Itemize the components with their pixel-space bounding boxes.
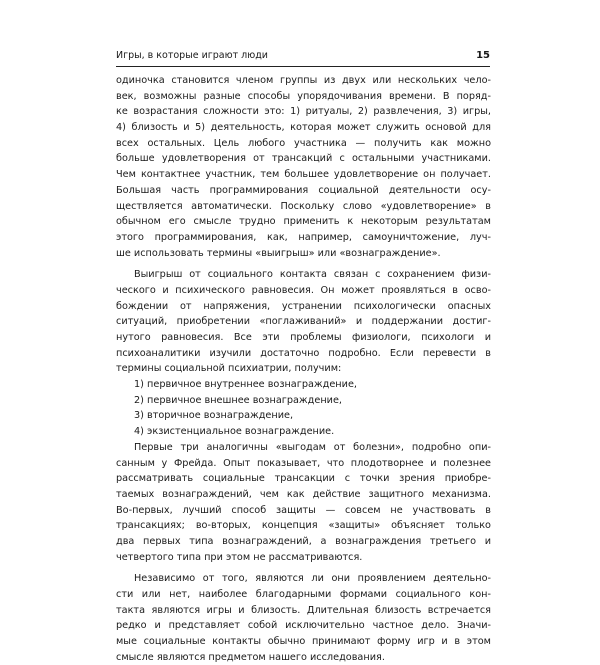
list-item: 2) первичное внешнее вознаграждение,: [134, 394, 342, 406]
text-line: больше удовлетворения от трансакций с остальными участниками.: [116, 153, 491, 165]
paragraph-2: [116, 267, 491, 377]
text-line: ществляется автоматически. Поскольку слово «удовлетворение» в: [116, 200, 491, 212]
text-line: психоаналитики изучили достаточно подробно. Если перевести в: [116, 347, 491, 359]
text-line: трансакциях; во-вторых, концепция «защиты» объясняет только: [116, 520, 491, 532]
text-line: таемых вознаграждений, чем как действие защитного механизма.: [116, 488, 491, 500]
text-line: санным у Фрейда. Опыт показывает, что плодотворнее и полезнее: [116, 457, 491, 469]
paragraph-4: [116, 571, 491, 665]
page-number: 15: [476, 50, 490, 61]
text-line: смысле являются предметом нашего исследования.: [116, 651, 385, 663]
list-item: 3) вторичное вознаграждение,: [134, 410, 294, 422]
list-item: 4) экзистенциальное вознаграждение.: [134, 426, 335, 438]
text-line: сти или нет, наиболее благодарными формами социального кон-: [116, 589, 491, 600]
text-line: Чем контактнее участник, тем большее удовлетворение он получает.: [116, 169, 491, 181]
text-line: век, возможны разные способы упорядочивания времени. В поряд-: [116, 90, 491, 102]
paragraph-1: [116, 73, 491, 261]
text-line: такта являются игры и близость. Длительная близость встречается: [116, 604, 491, 616]
book-title: Игры, в которые играют люди: [116, 50, 268, 61]
paragraph-3: [116, 440, 491, 566]
text-line: одиночка становится членом группы из двух или нескольких чело-: [116, 75, 491, 86]
text-line: мые социальные контакты обычно принимают форму игр и в этом: [116, 636, 491, 648]
list-item: 1) первичное внутреннее вознаграждение,: [134, 379, 357, 391]
text-line: этого программирования, как, например, самоуничтожение, луч-: [116, 231, 491, 243]
body-text: [116, 73, 491, 665]
text-line: ситуаций, приобретении «поглаживаний» и поддержании достиг-: [116, 316, 491, 328]
text-line: Во-первых, лучший способ защиты — совсем не участвовать в: [116, 504, 491, 516]
text-line: Независимо от того, являются ли они проявлением деятельно-: [134, 573, 491, 585]
text-line: рассматривать социальные трансакции с точки зрения приобре-: [116, 473, 491, 485]
text-line: бождении от напряжения, устранении психологически опасных: [116, 300, 491, 312]
text-line: обычном его смысле трудно применить к некоторым результатам: [116, 216, 491, 228]
text-line: нутого равновесия. Все эти проблемы физиологи, психологи и: [116, 332, 491, 343]
text-line: всех остальных. Цель любого участника — получить как можно: [116, 137, 491, 149]
text-line: Большая часть программирования социальной деятельности осу-: [116, 184, 491, 196]
reward-list: [116, 377, 491, 440]
text-line: термины социальной психиатрии, получим:: [116, 363, 342, 375]
text-line: четвертого типа при этом не рассматриваются.: [116, 551, 363, 563]
text-line: два первых типа вознаграждений, а вознаграждения третьего и: [116, 535, 491, 547]
text-line: ке возрастания сложности это: 1) ритуалы, 2) развлечения, 3) игры,: [116, 106, 491, 118]
text-line: 4) близость и 5) деятельность, которая может служить основой для: [116, 122, 491, 134]
header-rule: [116, 66, 490, 67]
text-line: Выигрыш от социального контакта связан с сохранением физи-: [134, 269, 491, 281]
text-line: Первые три аналогичны «выгодам от болезни», подробно опи-: [134, 441, 491, 453]
text-line: ческого и психического равновесия. Он может проявляться в осво-: [116, 284, 491, 296]
running-head: [116, 48, 490, 64]
text-line: редко и представляет собой исключительно частное дело. Значи-: [116, 620, 491, 632]
text-line: ше использовать термины «выигрыш» или «вознаграждение».: [116, 247, 441, 259]
